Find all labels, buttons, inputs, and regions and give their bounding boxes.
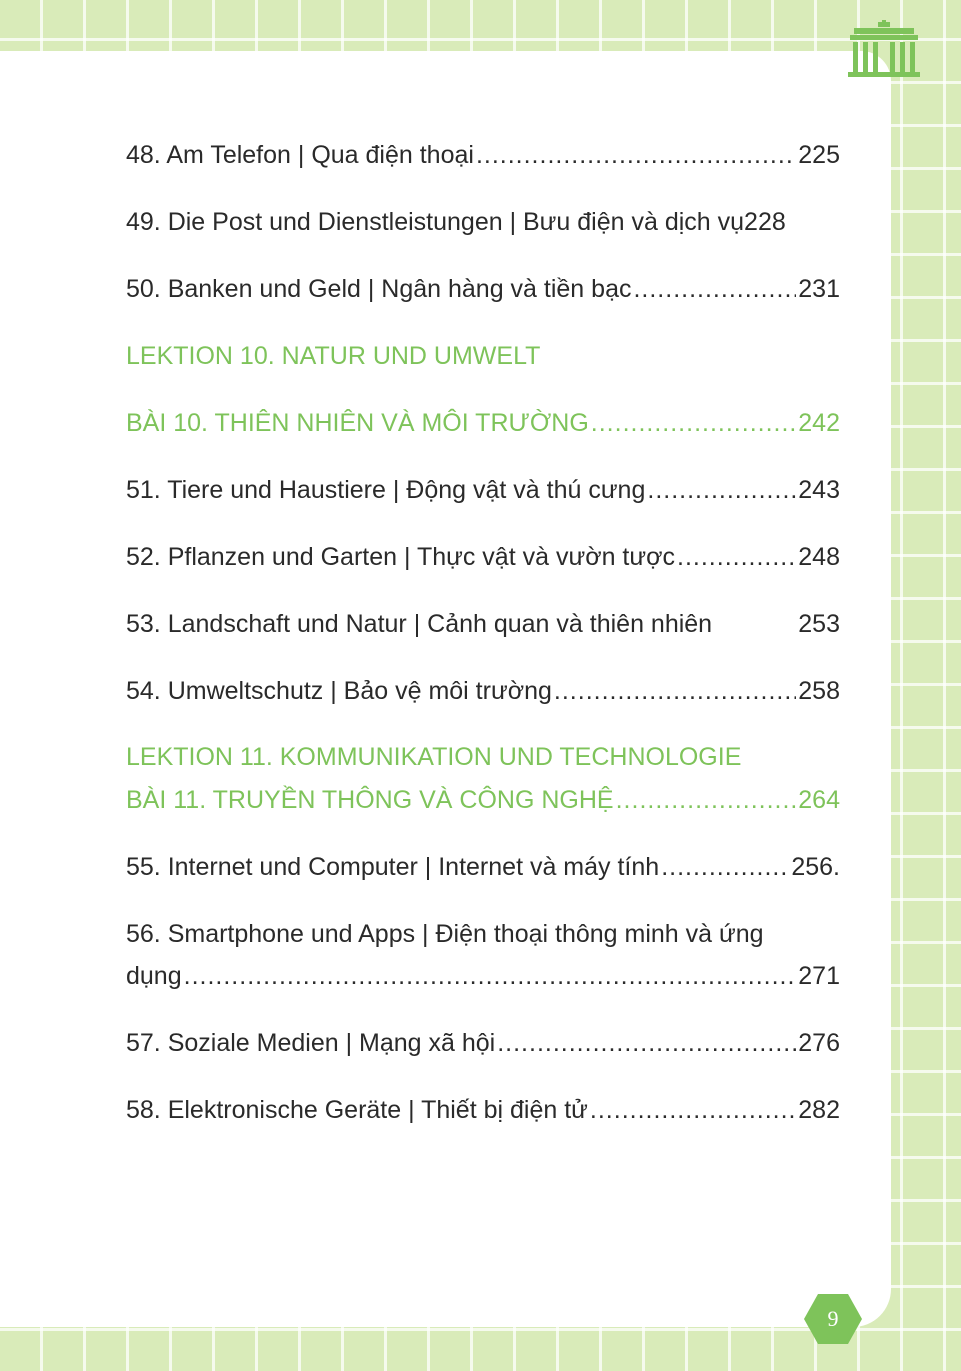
lesson-11-title-german[interactable] bbox=[126, 742, 840, 772]
toc-entry-label: 50. Banken und Geld | Ngân hàng và tiền bạc bbox=[126, 275, 632, 303]
page-number-badge bbox=[804, 1294, 862, 1344]
toc-entry-55[interactable] bbox=[126, 852, 840, 882]
toc-entry-57[interactable] bbox=[126, 1028, 840, 1058]
dot-leader bbox=[633, 274, 796, 304]
toc-entry-58[interactable] bbox=[126, 1095, 840, 1125]
toc-entry-label: 56. Smartphone und Apps | Điện thoại thông minh và ứng bbox=[126, 920, 764, 948]
lesson-11-title-vietnamese[interactable] bbox=[126, 785, 840, 815]
toc-page-number: 271 bbox=[798, 962, 840, 990]
toc-page-number: 264 bbox=[798, 786, 840, 814]
lesson-10-title-german[interactable] bbox=[126, 341, 840, 371]
toc-page-number: 248 bbox=[798, 543, 840, 571]
lesson-heading-label: LEKTION 11. KOMMUNIKATION UND TECHNOLOGIE bbox=[126, 743, 742, 771]
lesson-heading-label: BÀI 10. THIÊN NHIÊN VÀ MÔI TRƯỜNG bbox=[126, 409, 589, 437]
toc-entry-label: 51. Tiere und Haustiere | Động vật và thú cưng bbox=[126, 476, 646, 504]
toc-entry-48[interactable] bbox=[126, 140, 840, 170]
toc-entry-label-continued: dụng bbox=[126, 962, 182, 990]
toc-entry-56[interactable] bbox=[126, 919, 840, 991]
lesson-heading-label: BÀI 11. TRUYỀN THÔNG VÀ CÔNG NGHỆ bbox=[126, 786, 614, 814]
toc-page-number: 231 bbox=[798, 275, 840, 303]
toc-page-number: 282 bbox=[798, 1096, 840, 1124]
dot-leader bbox=[661, 852, 789, 882]
dot-leader bbox=[476, 140, 796, 170]
dot-leader bbox=[590, 1095, 796, 1125]
toc-page-number: 243 bbox=[798, 476, 840, 504]
toc-entry-label: 52. Pflanzen und Garten | Thực vật và vườn tược bbox=[126, 543, 676, 571]
dot-leader bbox=[616, 785, 797, 815]
lesson-heading-label: LEKTION 10. NATUR UND UMWELT bbox=[126, 342, 541, 370]
dot-leader bbox=[677, 542, 796, 572]
lesson-10-title-vietnamese[interactable] bbox=[126, 408, 840, 438]
toc-entry-54[interactable] bbox=[126, 676, 840, 706]
toc-entry-50[interactable] bbox=[126, 274, 840, 304]
toc-entry-label: 49. Die Post und Dienstleistungen | Bưu điện và dịch vụ228 bbox=[126, 208, 786, 236]
toc-page-number: 258 bbox=[798, 677, 840, 705]
toc-entry-51[interactable] bbox=[126, 475, 840, 505]
toc-entry-label: 57. Soziale Medien | Mạng xã hội bbox=[126, 1029, 496, 1057]
toc-entry-53[interactable] bbox=[126, 609, 840, 639]
toc-entry-label: 48. Am Telefon | Qua điện thoại bbox=[126, 141, 474, 169]
dot-leader bbox=[591, 408, 797, 438]
toc-entry-52[interactable] bbox=[126, 542, 840, 572]
dot-leader bbox=[184, 961, 797, 991]
page-number: 9 bbox=[827, 1306, 839, 1331]
toc-page-number: 256. bbox=[791, 853, 840, 881]
toc-entry-continuation bbox=[126, 961, 840, 991]
toc-page-number: 276 bbox=[798, 1029, 840, 1057]
toc-entry-label: 53. Landschaft und Natur | Cảnh quan và thiên nhiên bbox=[126, 610, 713, 638]
dot-leader bbox=[647, 475, 796, 505]
dot-leader bbox=[554, 676, 796, 706]
toc-page-number: 253 bbox=[798, 610, 840, 638]
toc-entry-label: 54. Umweltschutz | Bảo vệ môi trường bbox=[126, 677, 552, 705]
toc-page-number: 225 bbox=[798, 141, 840, 169]
dot-leader bbox=[497, 1028, 796, 1058]
toc-entry-label: 58. Elektronische Geräte | Thiết bị điện tử bbox=[126, 1096, 588, 1124]
toc-entry-label: 55. Internet und Computer | Internet và máy tính bbox=[126, 853, 660, 881]
toc-page-number: 242 bbox=[798, 409, 840, 437]
toc-entry-49[interactable] bbox=[126, 207, 840, 237]
